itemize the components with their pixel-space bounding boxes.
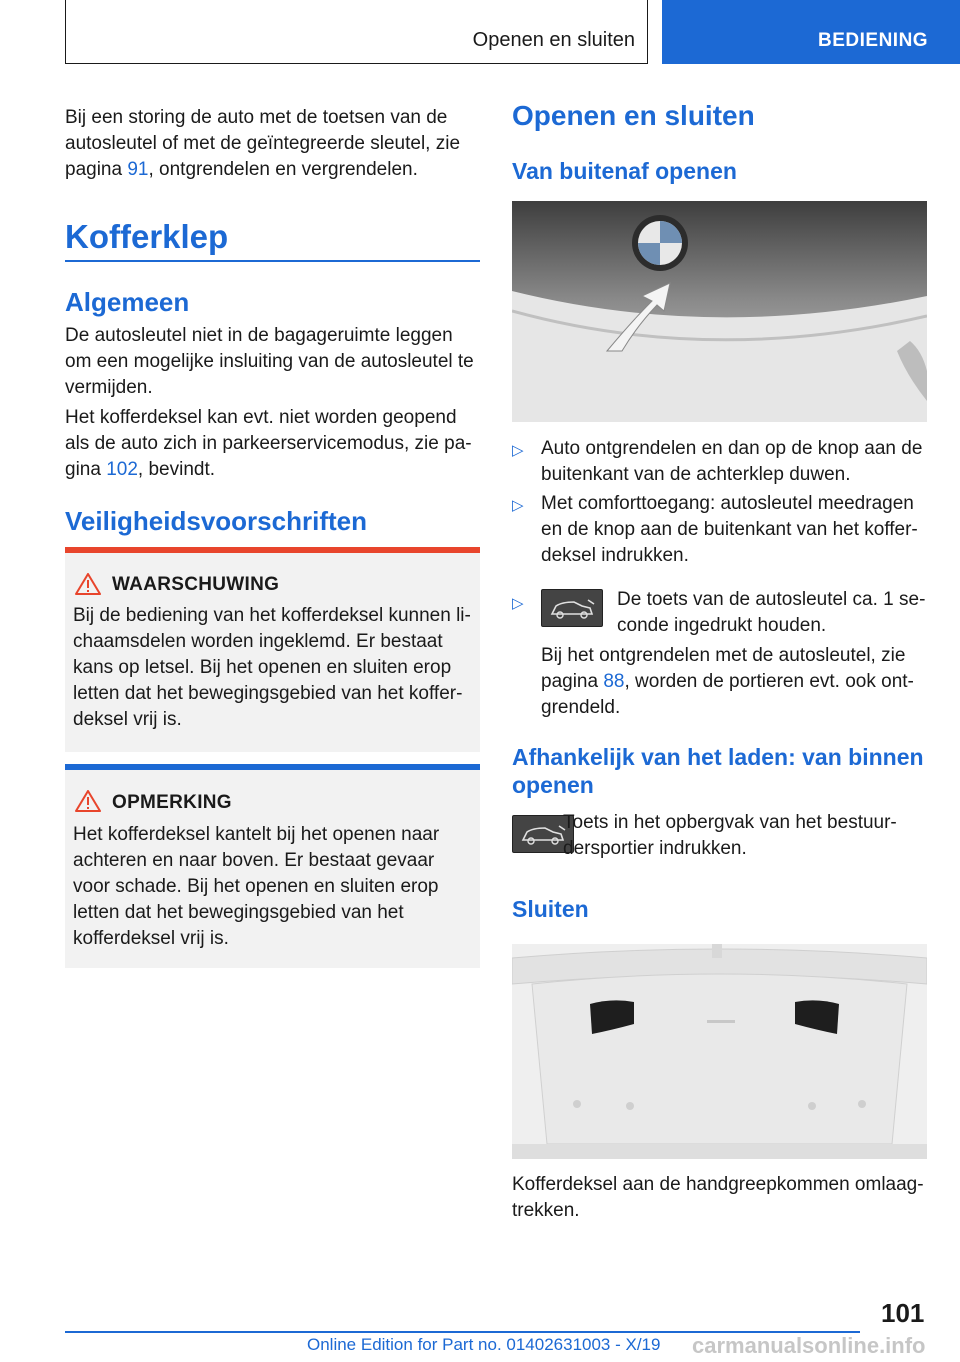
general-paragraph-2 <box>65 405 480 483</box>
section-title-kofferklep: Kofferklep <box>65 218 229 255</box>
header-chapter-label: BEDIENING <box>818 30 929 51</box>
warning-text: Bij de bediening van het kofferdeksel kunnen li-chaamsdelen worden ingeklemd. Er bestaat kans op letsel. Bij het openen en sluiten erop letten dat het bewegingsgebied van het koffer-deksel vrij is. <box>73 605 471 730</box>
intro-text-end: , ontgrendelen en vergrendelen. <box>148 159 418 180</box>
warning-box <box>65 553 480 752</box>
bullet-marker: ▷ <box>512 595 524 612</box>
page-number: 101 <box>881 1298 925 1328</box>
intro-paragraph <box>65 105 480 183</box>
section-divider <box>65 260 480 262</box>
heading-algemeen: Algemeen <box>65 287 190 317</box>
trunk-interior-illustration <box>512 944 927 1159</box>
trunk-button-illustration <box>512 201 927 422</box>
warning-title: WAARSCHUWING <box>112 574 280 595</box>
warning-triangle-icon <box>75 573 101 595</box>
trunk-interior-photo <box>512 944 927 1159</box>
section-title-openen-sluiten: Openen en sluiten <box>512 100 755 131</box>
heading-van-binnen: Afhankelijk van het laden: van binnen openen <box>512 744 924 798</box>
general-p2-text: Het kofferdeksel kan evt. niet worden geopend als de auto zich in parkeerservicemodus, zie pa-gina <box>65 407 472 480</box>
page-link-91[interactable]: 91 <box>127 159 149 180</box>
close-caption: Kofferdeksel aan de handgreepkommen omlaag-trekken. <box>512 1174 924 1221</box>
bullet-text-2: Met comforttoegang: autosleutel meedragen en de knop aan de buitenkant van het koffer-deksel indrukken. <box>541 493 918 566</box>
bullet-text-1: Auto ontgrendelen en dan op de knop aan de buitenkant van de achterklep duwen. <box>541 438 923 485</box>
inside-text: Toets in het opbergvak van het bestuur-dersportier indrukken. <box>563 812 897 859</box>
caution-triangle-icon <box>75 790 101 812</box>
note-title: OPMERKING <box>112 792 232 813</box>
general-paragraph-1: De autosleutel niet in de bagageruimte leggen om een mogelijke insluiting van de autosleutel te vermijden. <box>65 325 474 398</box>
header-section-box <box>65 0 648 64</box>
trunk-button-photo <box>512 201 927 422</box>
watermark: carmanualsonline.info <box>692 1333 926 1358</box>
bullet-marker: ▷ <box>512 497 524 514</box>
unlock-text: Bij het ontgrendelen met de autosleutel, zie pagina <box>541 645 906 692</box>
header-section-title: Openen en sluiten <box>472 29 635 51</box>
footer-edition: Online Edition for Part no. 01402631003 - X/19 <box>307 1335 661 1354</box>
header-chapter-tab[interactable] <box>662 0 960 64</box>
unlock-paragraph <box>541 643 931 721</box>
bullet-text-3: De toets van de autosleutel ca. 1 se-conde ingedrukt houden. <box>617 589 926 636</box>
page-link-102[interactable]: 102 <box>106 459 138 480</box>
unlock-text-end: , worden de portieren evt. ook ont-grendeld. <box>541 671 914 718</box>
trunk-key-button-icon <box>541 589 603 627</box>
general-p2-end: , bevindt. <box>137 459 216 480</box>
note-text: Het kofferdeksel kantelt bij het openen naar achteren en naar boven. Er bestaat gevaar voor schade. Bij het openen en sluiten erop letten dat het bewegingsgebied van het kofferdeksel vrij is. <box>73 824 440 949</box>
page-link-88[interactable]: 88 <box>603 671 625 692</box>
heading-van-buitenaf: Van buitenaf openen <box>512 158 737 184</box>
bullet-marker: ▷ <box>512 442 524 459</box>
intro-text: Bij een storing de auto met de toetsen van de autosleutel of met de geïntegreerde sleutel, zie pagina <box>65 107 461 180</box>
heading-veiligheid: Veiligheidsvoorschriften <box>65 506 367 536</box>
note-box <box>65 770 480 968</box>
heading-sluiten: Sluiten <box>512 896 589 922</box>
